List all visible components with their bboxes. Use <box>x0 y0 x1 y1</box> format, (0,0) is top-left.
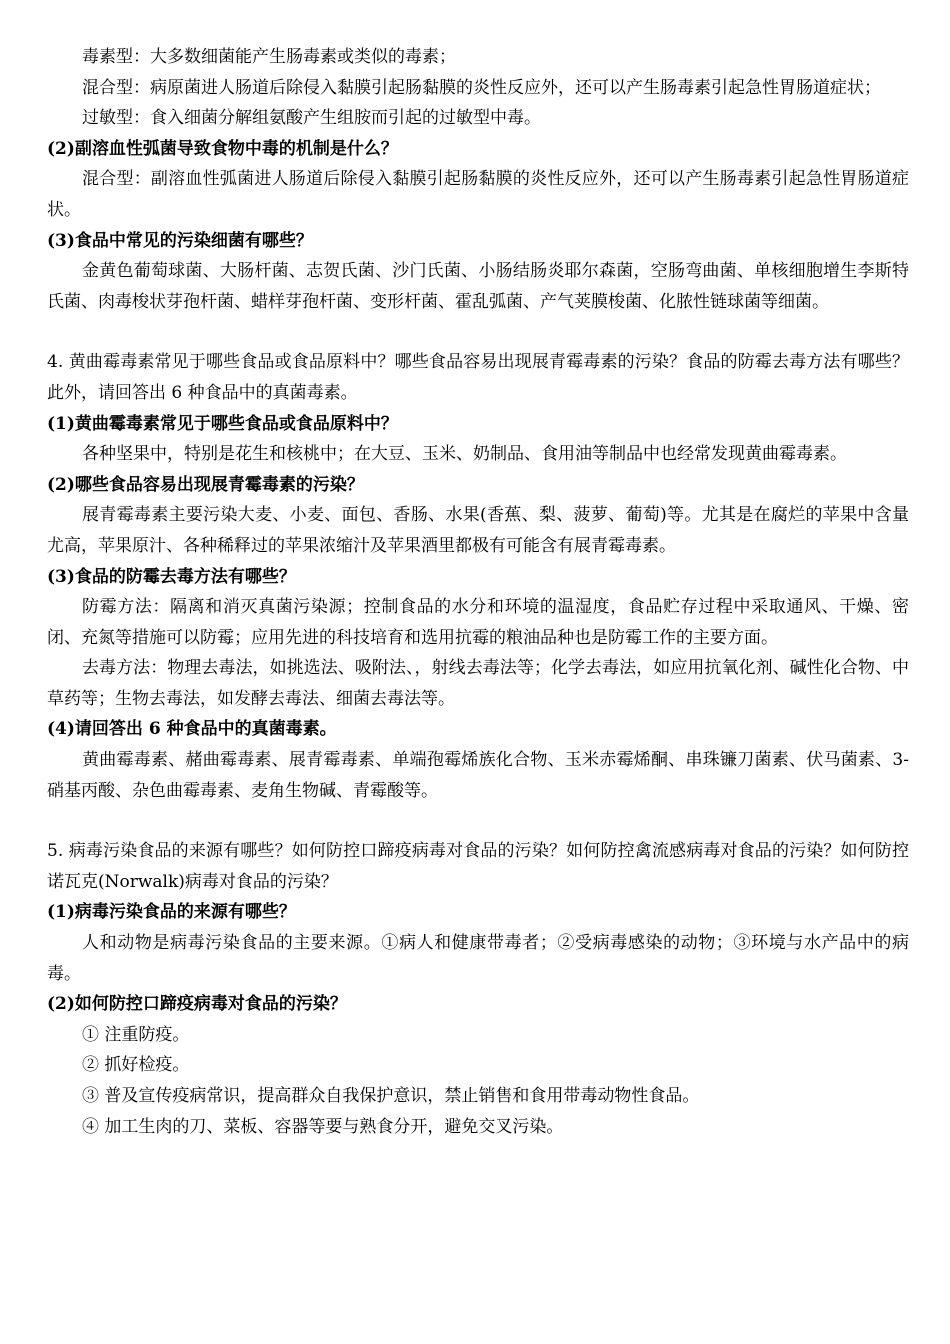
section-spacer <box>47 317 909 347</box>
question-4-heading: 4. 黄曲霉毒素常见于哪些食品或食品原料中？哪些食品容易出现展青霉毒素的污染？食品的防霉去毒方法有哪些？此外，请回答出 6 种食品中的真菌毒素。 <box>47 352 909 403</box>
document-page <box>47 42 909 1142</box>
answer-paragraph: 金黄色葡萄球菌、大肠杆菌、志贺氏菌、沙门氏菌、小肠结肠炎耶尔森菌，空肠弯曲菌、单核细胞增生李斯特氏菌、肉毒梭状芽孢杆菌、蜡样芽孢杆菌、变形杆菌、霍乱弧菌、产气荚膜梭菌、化脓性链球菌等细菌。 <box>47 261 909 312</box>
answer-paragraph-antimold: 防霉方法：隔离和消灭真菌污染源；控制食品的水分和环境的温湿度，食品贮存过程中采取通风、干燥、密闭、充氮等措施可以防霉；应用先进的科技培育和选用抗霉的粮油品种也是防霉工作的主要方面。 <box>47 597 909 648</box>
list-item: ④ 加工生肉的刀、菜板、容器等要与熟食分开，避免交叉污染。 <box>82 1116 564 1137</box>
list-item: ③ 普及宣传疫病常识，提高群众自我保护意识，禁止销售和食用带毒动物性食品。 <box>82 1086 700 1106</box>
paragraph-allergy-type: 过敏型：食入细菌分解组氨酸产生组胺而引起的过敏型中毒。 <box>82 108 541 129</box>
subquestion-heading: (2)哪些食品容易出现展青霉毒素的污染？ <box>47 474 364 495</box>
subquestion-heading: (2)如何防控口蹄疫病毒对食品的污染？ <box>47 994 347 1015</box>
answer-paragraph: 人和动物是病毒污染食品的主要来源。①病人和健康带毒者；②受病毒感染的动物；③环境与水产品中的病毒。 <box>47 933 909 984</box>
answer-paragraph: 各种坚果中，特别是花生和核桃中；在大豆、玉米、奶制品、食用油等制品中也经常发现黄曲霉毒素。 <box>82 444 847 465</box>
list-item: ① 注重防疫。 <box>82 1024 190 1045</box>
subquestion-heading: (3)食品的防霉去毒方法有哪些？ <box>47 566 296 587</box>
subquestion-heading: (1)病毒污染食品的来源有哪些？ <box>47 902 296 923</box>
answer-paragraph: 展青霉毒素主要污染大麦、小麦、面包、香肠、水果(香蕉、梨、菠萝、葡萄)等。尤其是在腐烂的苹果中含量尤高，苹果原汁、各种稀释过的苹果浓缩汁及苹果酒里都极有可能含有展青霉毒素。 <box>47 505 909 556</box>
list-item: ② 抓好检疫。 <box>82 1055 190 1076</box>
section-spacer <box>47 806 909 836</box>
answer-paragraph-detox: 去毒方法：物理去毒法，如挑选法、吸附法、，射线去毒法等；化学去毒法，如应用抗氧化剂、碱性化合物、中草药等；生物去毒法，如发酵去毒法、细菌去毒法等。 <box>47 658 909 709</box>
answer-paragraph: 混合型：副溶血性弧菌进人肠道后除侵入黏膜引起肠黏膜的炎性反应外，还可以产生肠毒素引起急性胃肠道症状。 <box>47 169 909 220</box>
subquestion-heading: (4)请回答出 6 种食品中的真菌毒素。 <box>47 719 337 740</box>
question-5-heading: 5. 病毒污染食品的来源有哪些？如何防控口蹄疫病毒对食品的污染？如何防控禽流感病毒对食品的污染？如何防控诺瓦克(Norwalk)病毒对食品的污染？ <box>47 841 909 892</box>
subquestion-heading: (3)食品中常见的污染细菌有哪些？ <box>47 230 313 251</box>
paragraph-toxin-type: 毒素型：大多数细菌能产生肠毒素或类似的毒素； <box>82 47 456 67</box>
answer-paragraph: 黄曲霉毒素、赭曲霉毒素、展青霉毒素、单端孢霉烯族化合物、玉米赤霉烯酮、串珠镰刀菌素、伏马菌素、3-硝基丙酸、杂色曲霉毒素、麦角生物碱、青霉酸等。 <box>47 750 909 801</box>
subquestion-heading: (1)黄曲霉毒素常见于哪些食品或食品原料中？ <box>47 413 398 434</box>
paragraph-mixed-type: 混合型：病原菌进人肠道后除侵入黏膜引起肠黏膜的炎性反应外，还可以产生肠毒素引起急性胃肠道症状； <box>82 77 881 98</box>
subquestion-heading: (2)副溶血性弧菌导致食物中毒的机制是什么？ <box>47 138 398 159</box>
